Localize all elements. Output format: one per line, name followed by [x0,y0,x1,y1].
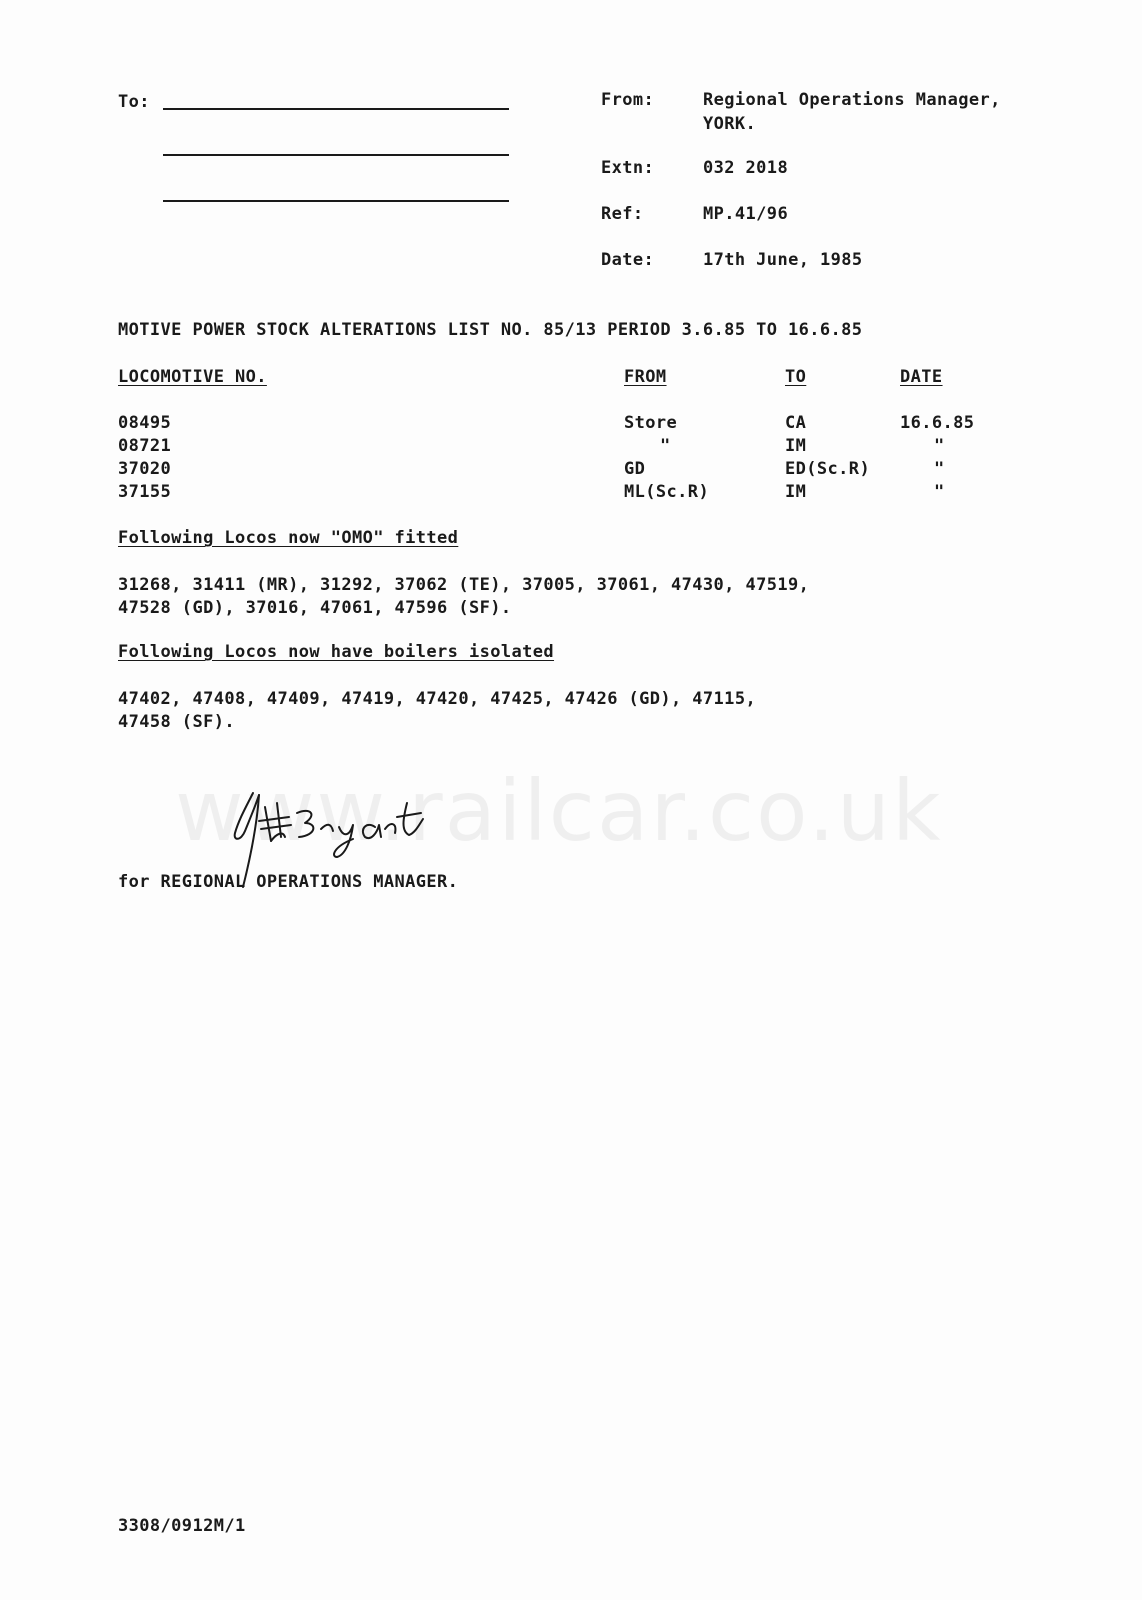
table-row-from: GD [624,459,646,479]
ref-value: MP.41/96 [703,204,789,224]
table-row-from: " [660,436,671,456]
to-line-2 [163,154,509,156]
footer-reference: 3308/0912M/1 [118,1516,246,1536]
from-line-1: Regional Operations Manager, [703,90,1001,110]
table-row-to: IM [785,436,807,456]
header-to: TO [785,367,807,387]
from-line-2: YORK. [703,114,757,134]
extn-value: 032 2018 [703,158,789,178]
table-row-date: " [934,482,945,502]
header-locomotive: LOCOMOTIVE NO. [118,367,267,387]
ref-label: Ref: [601,204,644,224]
boilers-list-line-1: 47402, 47408, 47409, 47419, 47420, 47425, 47426 (GD), 47115, [118,689,757,709]
boilers-heading: Following Locos now have boilers isolated [118,642,555,662]
document-title: MOTIVE POWER STOCK ALTERATIONS LIST NO. 85/13 PERIOD 3.6.85 TO 16.6.85 [118,320,863,340]
date-value: 17th June, 1985 [703,250,863,270]
header-date: DATE [900,367,943,387]
from-label: From: [601,90,655,110]
boilers-list-line-2: 47458 (SF). [118,712,235,732]
to-line-1 [163,108,509,110]
extn-label: Extn: [601,158,655,178]
table-row-loco: 08495 [118,413,172,433]
table-row-date: 16.6.85 [900,413,975,433]
table-row-date: " [934,459,945,479]
omo-list-line-1: 31268, 31411 (MR), 31292, 37062 (TE), 37005, 37061, 47430, 47519, [118,575,810,595]
watermark: www.railcar.co.uk [175,762,943,860]
signatory-line: for REGIONAL OPERATIONS MANAGER. [118,872,459,892]
table-row-loco: 08721 [118,436,172,456]
table-row-to: IM [785,482,807,502]
table-row-to: ED(Sc.R) [785,459,871,479]
table-row-from: ML(Sc.R) [624,482,710,502]
table-row-loco: 37020 [118,459,172,479]
to-line-3 [163,200,509,202]
table-row-date: " [934,436,945,456]
table-row-from: Store [624,413,678,433]
table-row-to: CA [785,413,807,433]
header-from: FROM [624,367,667,387]
omo-list-line-2: 47528 (GD), 37016, 47061, 47596 (SF). [118,598,512,618]
date-label: Date: [601,250,655,270]
table-row-loco: 37155 [118,482,172,502]
to-label: To: [118,92,150,112]
omo-heading: Following Locos now "OMO" fitted [118,528,459,548]
